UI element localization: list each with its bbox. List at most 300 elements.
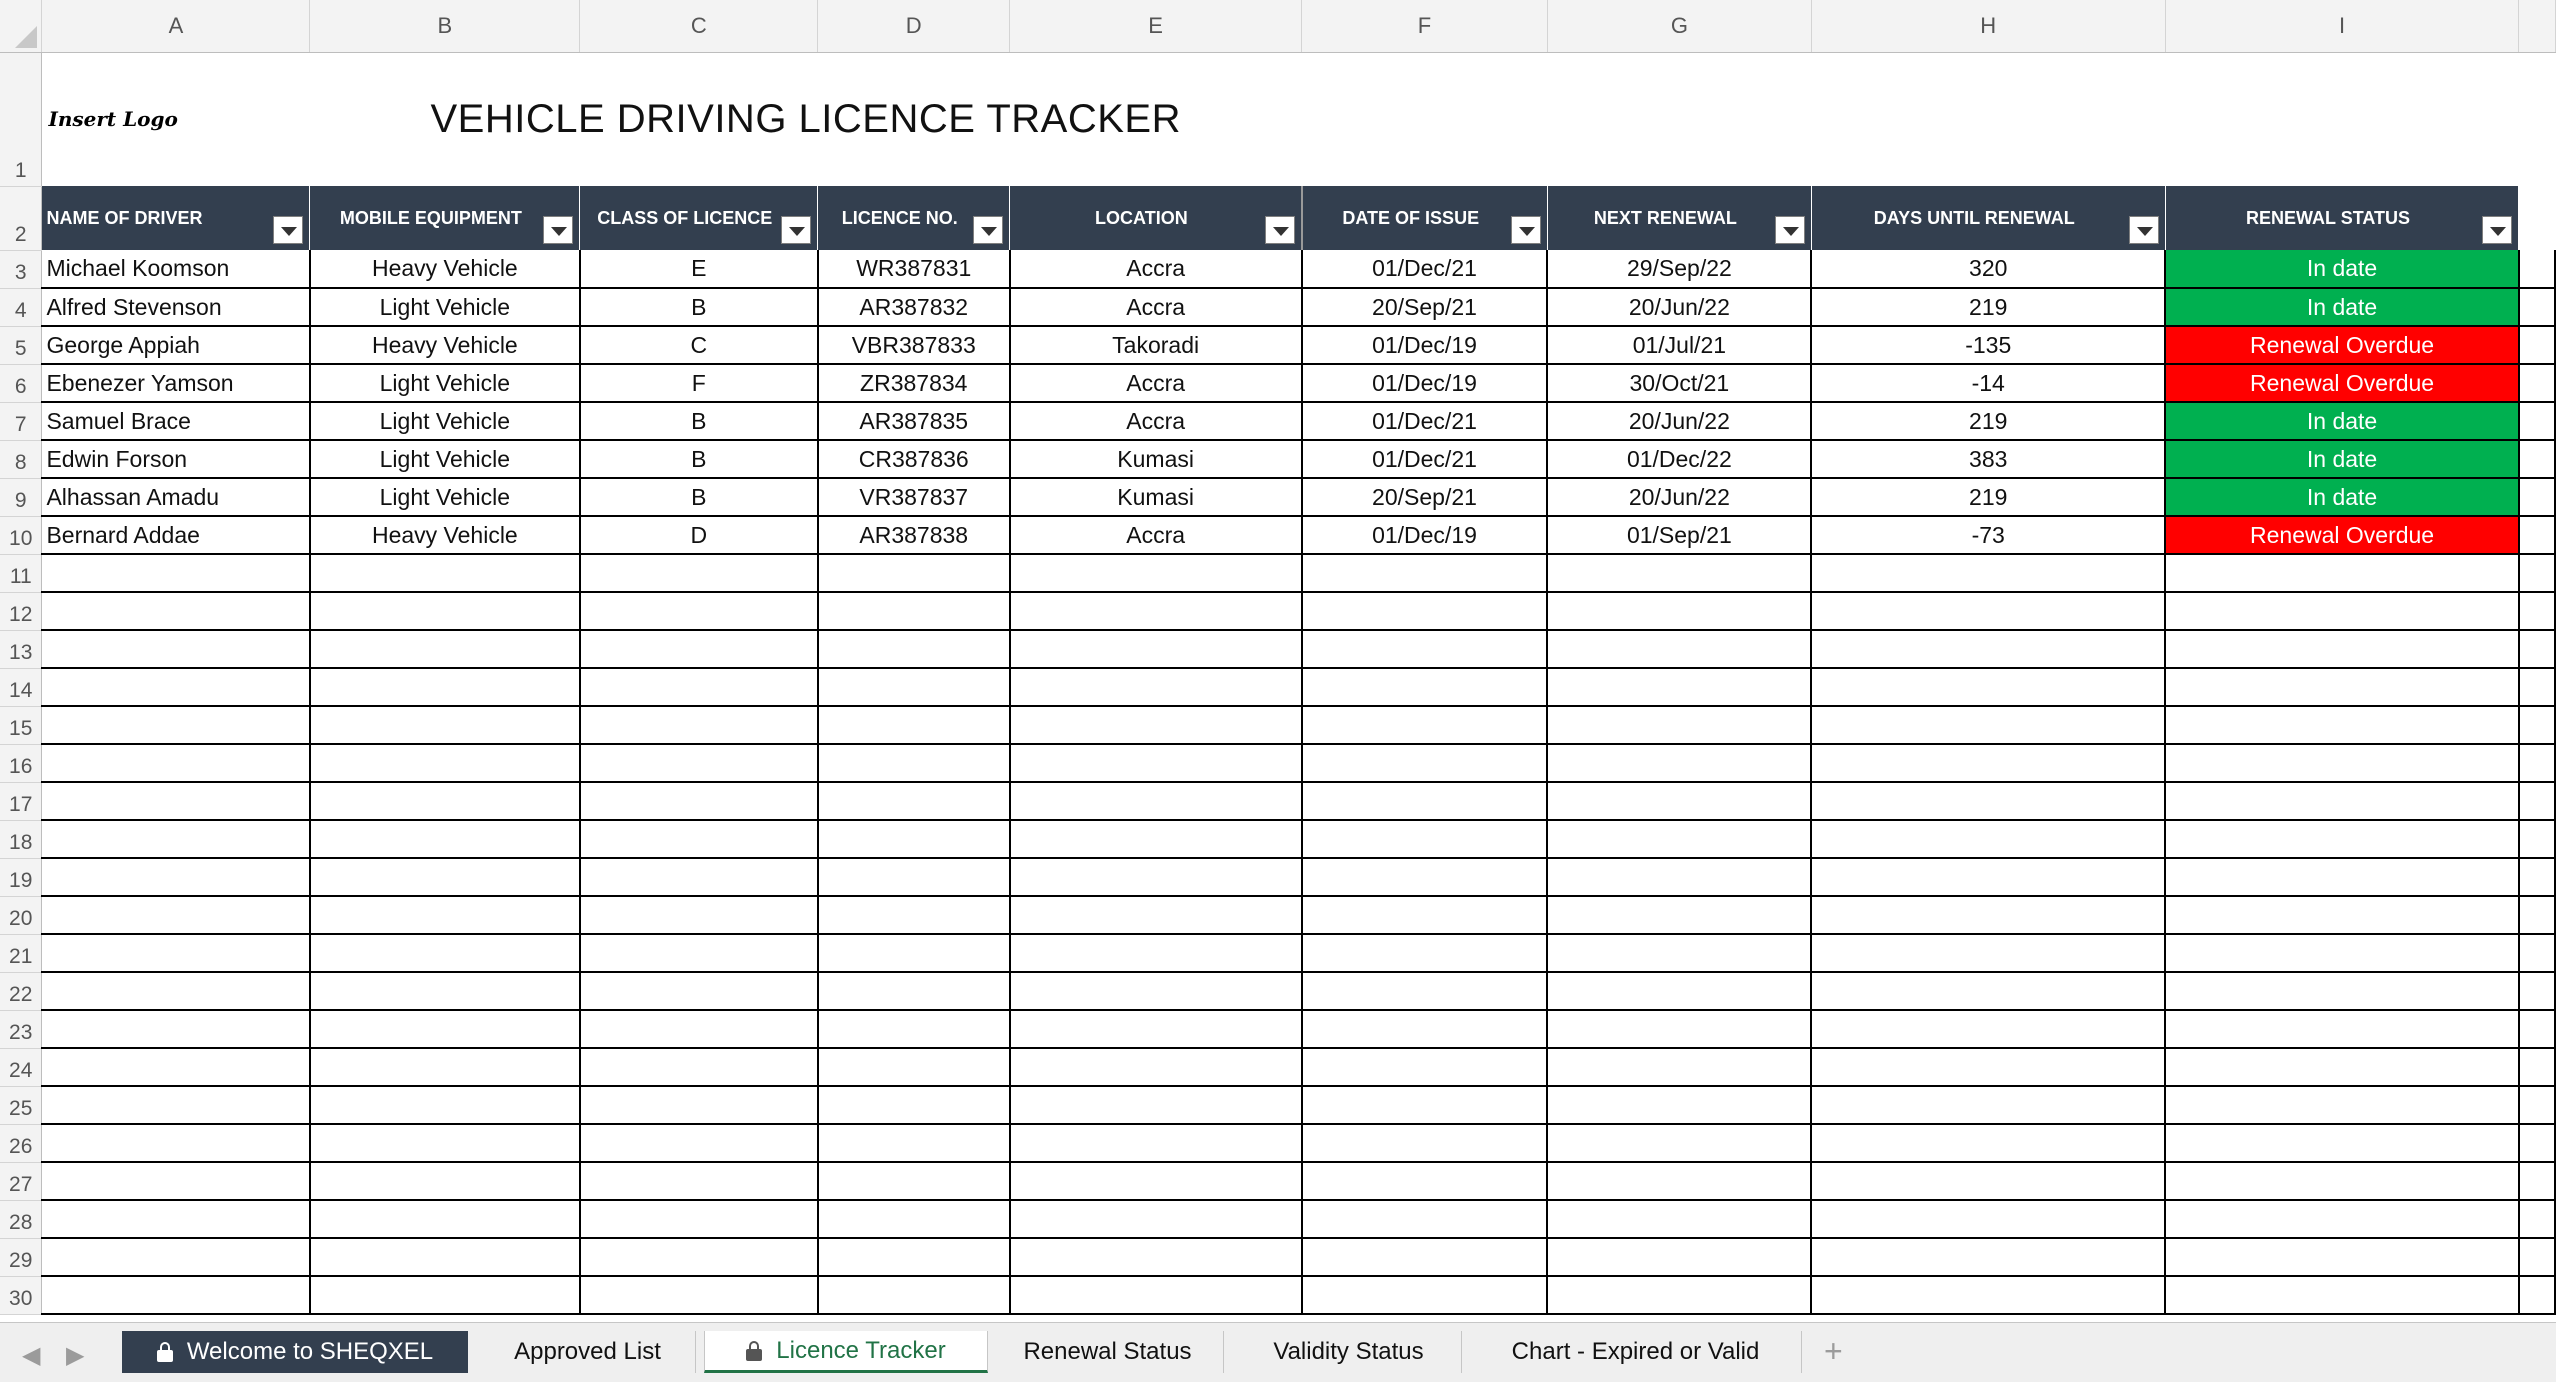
empty-cell[interactable] [2519,1124,2555,1162]
empty-cell[interactable] [42,972,310,1010]
date-of-issue-cell[interactable]: 01/Dec/21 [1302,440,1548,478]
empty-cell[interactable] [1811,896,2165,934]
column-header-d[interactable]: D [818,0,1010,52]
empty-cell[interactable] [580,1048,818,1086]
empty-cell[interactable] [1010,592,1302,630]
empty-cell[interactable] [818,630,1010,668]
empty-cell[interactable] [1811,744,2165,782]
licence-class-cell[interactable]: C [580,326,818,364]
date-of-issue-cell[interactable]: 01/Dec/21 [1302,402,1548,440]
mobile-equipment-cell[interactable]: Heavy Vehicle [310,326,580,364]
empty-cell[interactable] [1010,1276,1302,1314]
logo-placeholder[interactable] [42,52,310,186]
empty-cell[interactable] [2165,1086,2519,1124]
row-number[interactable]: 29 [0,1238,42,1276]
empty-cell[interactable] [2519,1200,2555,1238]
empty-cell[interactable] [818,1200,1010,1238]
empty-cell[interactable] [42,1048,310,1086]
empty-cell[interactable] [818,1238,1010,1276]
empty-cell[interactable] [2165,554,2519,592]
empty-cell[interactable] [1547,782,1811,820]
empty-cell[interactable] [2519,1086,2555,1124]
empty-cell[interactable] [2519,440,2555,478]
driver-name-cell[interactable]: George Appiah [42,326,310,364]
empty-cell[interactable] [580,896,818,934]
empty-cell[interactable] [310,820,580,858]
empty-cell[interactable] [1302,592,1548,630]
empty-cell[interactable] [2519,744,2555,782]
licence-class-cell[interactable]: B [580,402,818,440]
chevron-right-icon[interactable]: ▶ [66,1342,85,1369]
empty-cell[interactable] [310,1010,580,1048]
empty-cell[interactable] [1811,934,2165,972]
empty-cell[interactable] [818,668,1010,706]
driver-name-cell[interactable]: Alfred Stevenson [42,288,310,326]
empty-cell[interactable] [1010,972,1302,1010]
location-cell[interactable]: Accra [1010,516,1302,554]
empty-cell[interactable] [1302,1010,1548,1048]
licence-class-cell[interactable]: F [580,364,818,402]
location-cell[interactable]: Kumasi [1010,478,1302,516]
licence-number-cell[interactable]: AR387835 [818,402,1010,440]
row-number[interactable]: 19 [0,858,42,896]
empty-cell[interactable] [1302,1086,1548,1124]
header-class-of-licence[interactable] [580,186,818,250]
empty-cell[interactable] [580,972,818,1010]
empty-cell[interactable] [2519,858,2555,896]
header-mobile-equipment[interactable] [310,186,580,250]
row-number[interactable]: 5 [0,326,42,364]
empty-cell[interactable] [310,1200,580,1238]
empty-cell[interactable] [1547,1048,1811,1086]
empty-cell[interactable] [310,554,580,592]
location-cell[interactable]: Kumasi [1010,440,1302,478]
date-of-issue-cell[interactable]: 01/Dec/19 [1302,516,1548,554]
row-number[interactable]: 4 [0,288,42,326]
date-of-issue-cell[interactable]: 20/Sep/21 [1302,478,1548,516]
empty-cell[interactable] [1811,1200,2165,1238]
empty-cell[interactable] [818,1162,1010,1200]
licence-number-cell[interactable]: VR387837 [818,478,1010,516]
empty-cell[interactable] [310,1124,580,1162]
row-number[interactable]: 26 [0,1124,42,1162]
mobile-equipment-cell[interactable]: Heavy Vehicle [310,516,580,554]
driver-name-cell[interactable]: Alhassan Amadu [42,478,310,516]
date-of-issue-cell[interactable]: 20/Sep/21 [1302,288,1548,326]
renewal-status-cell[interactable]: In date [2165,402,2519,440]
empty-cell[interactable] [2165,1200,2519,1238]
empty-cell[interactable] [2519,630,2555,668]
empty-cell[interactable] [42,820,310,858]
empty-cell[interactable] [580,1200,818,1238]
empty-cell[interactable] [42,1124,310,1162]
empty-cell[interactable] [1302,1162,1548,1200]
empty-cell[interactable] [2519,592,2555,630]
empty-cell[interactable] [2519,554,2555,592]
empty-cell[interactable] [1010,554,1302,592]
empty-cell[interactable] [580,706,818,744]
empty-cell[interactable] [1547,668,1811,706]
row-number[interactable]: 1 [0,52,42,186]
empty-cell[interactable] [2519,782,2555,820]
empty-cell[interactable] [818,782,1010,820]
column-header-b[interactable]: B [310,0,580,52]
renewal-status-cell[interactable]: In date [2165,288,2519,326]
date-of-issue-cell[interactable]: 01/Dec/21 [1302,250,1548,288]
days-until-renewal-cell[interactable]: 320 [1811,250,2165,288]
empty-cell[interactable] [1302,1200,1548,1238]
empty-cell[interactable] [2165,1124,2519,1162]
empty-cell[interactable] [310,782,580,820]
renewal-status-cell[interactable]: Renewal Overdue [2165,364,2519,402]
column-header-j[interactable] [2519,0,2555,52]
empty-cell[interactable] [1010,1048,1302,1086]
empty-cell[interactable] [818,592,1010,630]
row-number[interactable]: 8 [0,440,42,478]
days-until-renewal-cell[interactable]: 219 [1811,478,2165,516]
empty-cell[interactable] [818,1276,1010,1314]
header-next-renewal[interactable] [1547,186,1811,250]
licence-class-cell[interactable]: B [580,478,818,516]
empty-cell[interactable] [42,782,310,820]
empty-cell[interactable] [42,934,310,972]
tab-welcome-to-sheqxel[interactable] [122,1331,468,1373]
empty-cell[interactable] [2519,326,2555,364]
empty-cell[interactable] [1547,972,1811,1010]
header-days-until-renewal[interactable] [1811,186,2165,250]
empty-cell[interactable] [42,1276,310,1314]
empty-cell[interactable] [818,858,1010,896]
tab-renewal-status[interactable] [992,1331,1224,1373]
filter-dropdown-icon[interactable] [2129,216,2159,244]
empty-cell[interactable] [1547,1086,1811,1124]
empty-cell[interactable] [2519,516,2555,554]
empty-cell[interactable] [1010,1238,1302,1276]
empty-cell[interactable] [580,1010,818,1048]
empty-cell[interactable] [1302,972,1548,1010]
empty-cell[interactable] [310,934,580,972]
row-number[interactable]: 11 [0,554,42,592]
empty-cell[interactable] [1811,858,2165,896]
column-header-f[interactable]: F [1302,0,1548,52]
row-number[interactable]: 23 [0,1010,42,1048]
tab-licence-tracker[interactable] [704,1331,988,1373]
empty-cell[interactable] [310,744,580,782]
empty-cell[interactable] [2519,896,2555,934]
filter-dropdown-icon[interactable] [1511,216,1541,244]
days-until-renewal-cell[interactable]: 219 [1811,288,2165,326]
driver-name-cell[interactable]: Edwin Forson [42,440,310,478]
row-number[interactable]: 22 [0,972,42,1010]
licence-class-cell[interactable]: B [580,288,818,326]
licence-number-cell[interactable]: CR387836 [818,440,1010,478]
empty-cell[interactable] [310,1238,580,1276]
filter-dropdown-icon[interactable] [543,216,573,244]
empty-cell[interactable] [2519,820,2555,858]
mobile-equipment-cell[interactable]: Light Vehicle [310,402,580,440]
empty-cell[interactable] [2519,1162,2555,1200]
header-name-of-driver[interactable] [42,186,310,250]
row-number[interactable]: 9 [0,478,42,516]
empty-cell[interactable] [580,1086,818,1124]
row-number[interactable]: 17 [0,782,42,820]
empty-cell[interactable] [580,1124,818,1162]
row-number[interactable]: 15 [0,706,42,744]
empty-cell[interactable] [42,858,310,896]
empty-cell[interactable] [580,1162,818,1200]
row-number[interactable]: 25 [0,1086,42,1124]
row-number[interactable]: 12 [0,592,42,630]
licence-number-cell[interactable]: ZR387834 [818,364,1010,402]
empty-cell[interactable] [2519,972,2555,1010]
empty-cell[interactable] [1010,896,1302,934]
empty-cell[interactable] [1010,744,1302,782]
licence-number-cell[interactable]: AR387838 [818,516,1010,554]
filter-dropdown-icon[interactable] [1265,216,1295,244]
licence-class-cell[interactable]: D [580,516,818,554]
empty-cell[interactable] [42,896,310,934]
header-renewal-status[interactable] [2165,186,2519,250]
renewal-status-cell[interactable]: In date [2165,250,2519,288]
empty-cell[interactable] [1547,1276,1811,1314]
empty-cell[interactable] [1811,1276,2165,1314]
empty-cell[interactable] [2519,1048,2555,1086]
empty-cell[interactable] [580,1276,818,1314]
empty-cell[interactable] [1811,592,2165,630]
empty-cell[interactable] [1010,820,1302,858]
empty-cell[interactable] [2165,782,2519,820]
empty-cell[interactable] [2519,186,2555,250]
empty-cell[interactable] [2165,1276,2519,1314]
empty-cell[interactable] [1547,934,1811,972]
empty-cell[interactable] [2165,1010,2519,1048]
empty-cell[interactable] [1811,706,2165,744]
row-number[interactable]: 18 [0,820,42,858]
empty-cell[interactable] [2519,1238,2555,1276]
mobile-equipment-cell[interactable]: Heavy Vehicle [310,250,580,288]
empty-cell[interactable] [2165,706,2519,744]
column-header-i[interactable]: I [2165,0,2519,52]
empty-cell[interactable] [42,1200,310,1238]
empty-cell[interactable] [1547,1124,1811,1162]
filter-dropdown-icon[interactable] [973,216,1003,244]
empty-cell[interactable] [1547,1200,1811,1238]
tab-approved-list[interactable] [480,1331,696,1373]
empty-cell[interactable] [310,858,580,896]
empty-cell[interactable] [1302,1048,1548,1086]
empty-cell[interactable] [1547,592,1811,630]
empty-cell[interactable] [2519,478,2555,516]
empty-cell[interactable] [1811,972,2165,1010]
empty-cell[interactable] [2519,1276,2555,1314]
empty-cell[interactable] [580,934,818,972]
next-renewal-cell[interactable]: 20/Jun/22 [1547,478,1811,516]
row-number[interactable]: 14 [0,668,42,706]
empty-cell[interactable] [818,706,1010,744]
empty-cell[interactable] [2519,402,2555,440]
empty-cell[interactable] [2165,972,2519,1010]
title-row-empty[interactable] [1302,52,2555,186]
column-header-a[interactable]: A [42,0,310,52]
empty-cell[interactable] [42,554,310,592]
empty-cell[interactable] [2165,1162,2519,1200]
location-cell[interactable]: Accra [1010,250,1302,288]
empty-cell[interactable] [1302,744,1548,782]
empty-cell[interactable] [310,1048,580,1086]
empty-cell[interactable] [818,896,1010,934]
empty-cell[interactable] [580,630,818,668]
tab-validity-status[interactable] [1236,1331,1462,1373]
empty-cell[interactable] [1010,706,1302,744]
empty-cell[interactable] [818,1010,1010,1048]
column-header-g[interactable]: G [1547,0,1811,52]
empty-cell[interactable] [1547,744,1811,782]
empty-cell[interactable] [2519,706,2555,744]
empty-cell[interactable] [2165,630,2519,668]
next-renewal-cell[interactable]: 01/Jul/21 [1547,326,1811,364]
empty-cell[interactable] [1010,1200,1302,1238]
empty-cell[interactable] [1010,858,1302,896]
empty-cell[interactable] [2165,896,2519,934]
next-renewal-cell[interactable]: 20/Jun/22 [1547,402,1811,440]
empty-cell[interactable] [580,782,818,820]
row-number[interactable]: 7 [0,402,42,440]
row-number[interactable]: 24 [0,1048,42,1086]
empty-cell[interactable] [1811,782,2165,820]
mobile-equipment-cell[interactable]: Light Vehicle [310,440,580,478]
days-until-renewal-cell[interactable]: -73 [1811,516,2165,554]
sheet-title[interactable]: VEHICLE DRIVING LICENCE TRACKER [430,96,1181,141]
empty-cell[interactable] [1302,668,1548,706]
empty-cell[interactable] [1547,858,1811,896]
empty-cell[interactable] [1010,1010,1302,1048]
empty-cell[interactable] [310,1162,580,1200]
empty-cell[interactable] [2165,820,2519,858]
empty-cell[interactable] [580,1238,818,1276]
empty-cell[interactable] [42,668,310,706]
licence-number-cell[interactable]: AR387832 [818,288,1010,326]
empty-cell[interactable] [310,706,580,744]
empty-cell[interactable] [1302,934,1548,972]
plus-icon[interactable]: + [1824,1333,1843,1369]
driver-name-cell[interactable]: Michael Koomson [42,250,310,288]
mobile-equipment-cell[interactable]: Light Vehicle [310,288,580,326]
empty-cell[interactable] [1547,896,1811,934]
chevron-left-icon[interactable]: ◀ [22,1342,41,1369]
column-header-e[interactable]: E [1010,0,1302,52]
empty-cell[interactable] [310,972,580,1010]
empty-cell[interactable] [1302,820,1548,858]
licence-class-cell[interactable]: B [580,440,818,478]
row-number[interactable]: 3 [0,250,42,288]
driver-name-cell[interactable]: Ebenezer Yamson [42,364,310,402]
renewal-status-cell[interactable]: In date [2165,478,2519,516]
next-renewal-cell[interactable]: 20/Jun/22 [1547,288,1811,326]
empty-cell[interactable] [42,630,310,668]
row-number[interactable]: 16 [0,744,42,782]
empty-cell[interactable] [818,1124,1010,1162]
days-until-renewal-cell[interactable]: 219 [1811,402,2165,440]
empty-cell[interactable] [1547,1162,1811,1200]
location-cell[interactable]: Accra [1010,288,1302,326]
empty-cell[interactable] [580,820,818,858]
empty-cell[interactable] [2165,1048,2519,1086]
renewal-status-cell[interactable]: Renewal Overdue [2165,326,2519,364]
mobile-equipment-cell[interactable]: Light Vehicle [310,478,580,516]
empty-cell[interactable] [818,972,1010,1010]
row-number[interactable]: 28 [0,1200,42,1238]
empty-cell[interactable] [42,1238,310,1276]
empty-cell[interactable] [2519,364,2555,402]
empty-cell[interactable] [2519,288,2555,326]
empty-cell[interactable] [1302,858,1548,896]
empty-cell[interactable] [2165,858,2519,896]
empty-cell[interactable] [2165,592,2519,630]
next-renewal-cell[interactable]: 29/Sep/22 [1547,250,1811,288]
empty-cell[interactable] [818,934,1010,972]
date-of-issue-cell[interactable]: 01/Dec/19 [1302,326,1548,364]
driver-name-cell[interactable]: Samuel Brace [42,402,310,440]
empty-cell[interactable] [1010,782,1302,820]
empty-cell[interactable] [42,706,310,744]
header-date-of-issue[interactable] [1302,186,1548,250]
empty-cell[interactable] [1811,1238,2165,1276]
empty-cell[interactable] [2519,934,2555,972]
empty-cell[interactable] [310,896,580,934]
empty-cell[interactable] [818,744,1010,782]
empty-cell[interactable] [1302,554,1548,592]
location-cell[interactable]: Accra [1010,402,1302,440]
empty-cell[interactable] [42,744,310,782]
empty-cell[interactable] [1302,896,1548,934]
renewal-status-cell[interactable]: Renewal Overdue [2165,516,2519,554]
empty-cell[interactable] [1302,706,1548,744]
empty-cell[interactable] [1302,1276,1548,1314]
empty-cell[interactable] [580,554,818,592]
empty-cell[interactable] [310,630,580,668]
empty-cell[interactable] [2165,1238,2519,1276]
empty-cell[interactable] [1811,1048,2165,1086]
empty-cell[interactable] [580,668,818,706]
empty-cell[interactable] [2165,934,2519,972]
filter-dropdown-icon[interactable] [781,216,811,244]
next-renewal-cell[interactable]: 01/Sep/21 [1547,516,1811,554]
empty-cell[interactable] [2165,668,2519,706]
empty-cell[interactable] [1811,554,2165,592]
empty-cell[interactable] [1811,1010,2165,1048]
location-cell[interactable]: Accra [1010,364,1302,402]
empty-cell[interactable] [1010,1086,1302,1124]
row-number[interactable]: 13 [0,630,42,668]
empty-cell[interactable] [1811,820,2165,858]
empty-cell[interactable] [1010,1162,1302,1200]
empty-cell[interactable] [1010,630,1302,668]
next-renewal-cell[interactable]: 01/Dec/22 [1547,440,1811,478]
empty-cell[interactable] [310,668,580,706]
empty-cell[interactable] [310,1276,580,1314]
empty-cell[interactable] [1811,668,2165,706]
select-all-corner[interactable] [0,0,42,52]
empty-cell[interactable] [2519,1010,2555,1048]
filter-dropdown-icon[interactable] [1775,216,1805,244]
empty-cell[interactable] [580,858,818,896]
empty-cell[interactable] [2519,668,2555,706]
empty-cell[interactable] [42,1086,310,1124]
empty-cell[interactable] [1811,1086,2165,1124]
licence-number-cell[interactable]: WR387831 [818,250,1010,288]
empty-cell[interactable] [42,1162,310,1200]
renewal-status-cell[interactable]: In date [2165,440,2519,478]
